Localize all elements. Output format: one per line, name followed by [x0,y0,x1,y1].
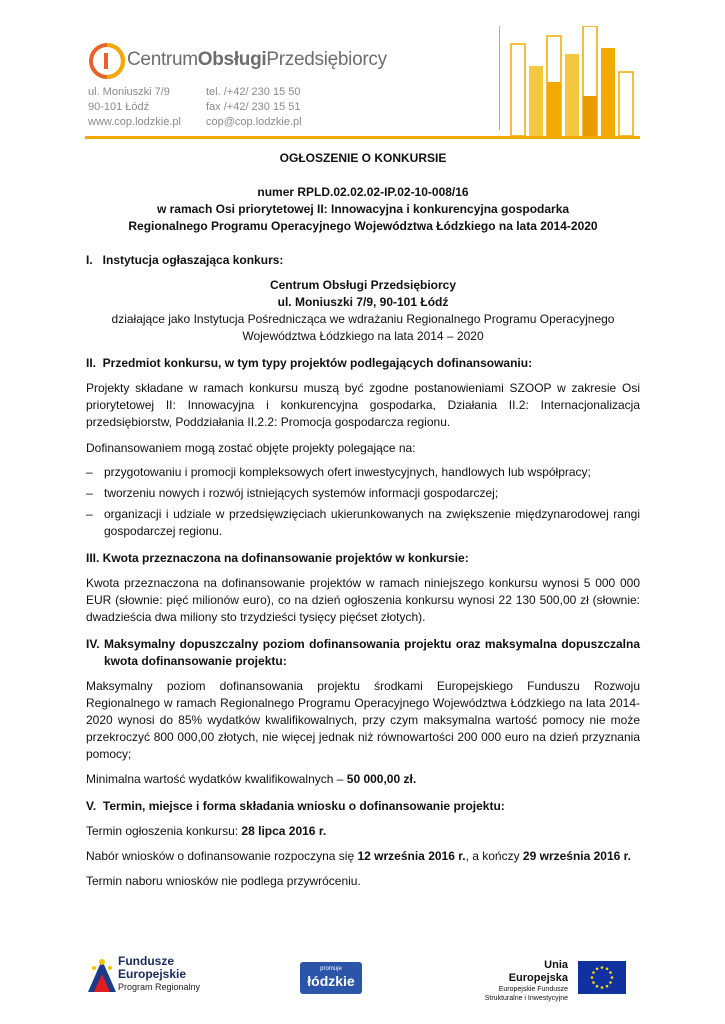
eu-flag-icon [578,961,626,994]
institution-desc-1: działające jako Instytucja Pośrednicząca we wdrażaniu Regionalnego Programu Operacyjnego [111,312,615,326]
phone-block [206,85,302,130]
no-restoration-note: Termin naboru wniosków nie podlega przywróceniu. [86,874,361,888]
section-3-para: Kwota przeznaczona na dofinansowanie projektów w ramach niniejszego konkursu wynosi 5 000 000 EUR (słownie: pięć milionów euro), co na dzień ogłoszenia konkursu wynosi 22 130 500,00 zł (słownie: dwadzieścia dwa miliony sto trzydzieści tysięcy pięćset złotych). [86,576,640,624]
fax: fax /+42/ 230 15 51 [206,101,301,113]
project-types-list [86,464,640,540]
unia-europejska-text: Unia Europejska Europejskie Fundusze Strukturalne i Inwestycyjne [484,959,568,1002]
fundusze-europejskie-icon [88,954,116,992]
cop-logo-icon [88,42,126,80]
phone: tel. /+42/ 230 15 50 [206,86,301,98]
city-line: 90-101 Łódź [88,101,150,113]
min-eligible-expenses: Minimalna wartość wydatków kwalifikowalnych – 50 000,00 zł. [86,772,417,786]
section-5-heading: V. Termin, miejsce i forma składania wniosku o dofinansowanie projektu: [86,799,505,813]
competition-number: numer RPLD.02.02.02-IP.02-10-008/16 [257,185,469,199]
section-1-heading: I. Instytucja ogłaszająca konkurs: [86,253,284,267]
address-block [88,85,181,130]
list-item: – przygotowaniu i promocji kompleksowych ofert inwestycyjnych, handlowych lub współpracy; [86,464,640,481]
submission-period: Nabór wniosków o dofinansowanie rozpoczyna się 12 września 2016 r., a kończy 29 września 2016 r. [86,849,631,863]
address-line: ul. Moniuszki 7/9 [88,86,170,98]
section-3-heading: III. Kwota przeznaczona na dofinansowanie projektów w konkursie: [86,551,469,565]
section-2-heading: II. Przedmiot konkursu, w tym typy projektów podlegających dofinansowaniu: [86,356,533,370]
list-item: – organizacji i udziale w przedsięwzięciach ukierunkowanych na zwiększenie międzynarodowej rangi gospodarczej regionu. [86,506,640,540]
header-rule [85,136,640,139]
title-axis: w ramach Osi priorytetowej II: Innowacyjna i konkurencyjna gospodarka [156,202,570,216]
section-2-para-2: Dofinansowaniem mogą zostać objęte projekty polegające na: [86,441,416,455]
section-4-para: Maksymalny poziom dofinansowania projektu środkami Europejskiego Funduszu Rozwoju Regionalnego w ramach Regionalnego Programu Operacyjnego Województwa Łódzkiego na lata 2014-2020 wynosi do 85% wydatków kwalifikowalnych, przy czym maksymalna wartość pomocy nie może przekroczyć 800 000,00 złotych, nie więcej jednak niż równowartości 200 000 euro na dzień przyznania pomocy; [86,679,640,761]
announcement-date: Termin ogłoszenia konkursu: 28 lipca 2016 r. [86,824,327,838]
website-link[interactable]: www.cop.lodzkie.pl [88,116,181,128]
cop-logo-text: CentrumObsługiPrzedsiębiorcy [127,49,387,70]
decorative-bars-graphic [503,26,635,136]
section-4-heading: IV. Maksymalny dopuszczalny poziom dofinansowania projektu oraz maksymalna dopuszczalna kwota dofinansowanie projektu: [86,637,640,668]
section-2-para-1: Projekty składane w ramach konkursu muszą być zgodne postanowieniami SZOOP w zakresie Osi priorytetowej II: Innowacyjna i konkurencyjna gospodarka, Działania II.2: Internacjonalizacja przedsiębiorstw, Poddziałania II.2.2: Promocja gospodarcza regionu. [86,381,640,429]
institution-desc-2: Województwa Łódzkiego na lata 2014 – 2020 [242,329,484,343]
list-item: – tworzeniu nowych i rozwój istniejących systemów informacji gospodarczej; [86,485,640,502]
institution-address: ul. Moniuszki 7/9, 90-101 Łódź [277,295,449,309]
fundusze-europejskie-logo: Fundusze Europejskie Program Regionalny [118,954,201,992]
header-divider [499,26,500,130]
institution-name: Centrum Obsługi Przedsiębiorcy [269,278,457,292]
promuje-lodzkie-logo: promuje łódzkie [300,962,362,994]
email-link[interactable]: cop@cop.lodzkie.pl [206,116,302,128]
doc-title: OGŁOSZENIE O KONKURSIE [279,151,447,165]
document-body [86,150,640,890]
title-program: Regionalnego Programu Operacyjnego Województwa Łódzkiego na lata 2014-2020 [128,219,598,233]
